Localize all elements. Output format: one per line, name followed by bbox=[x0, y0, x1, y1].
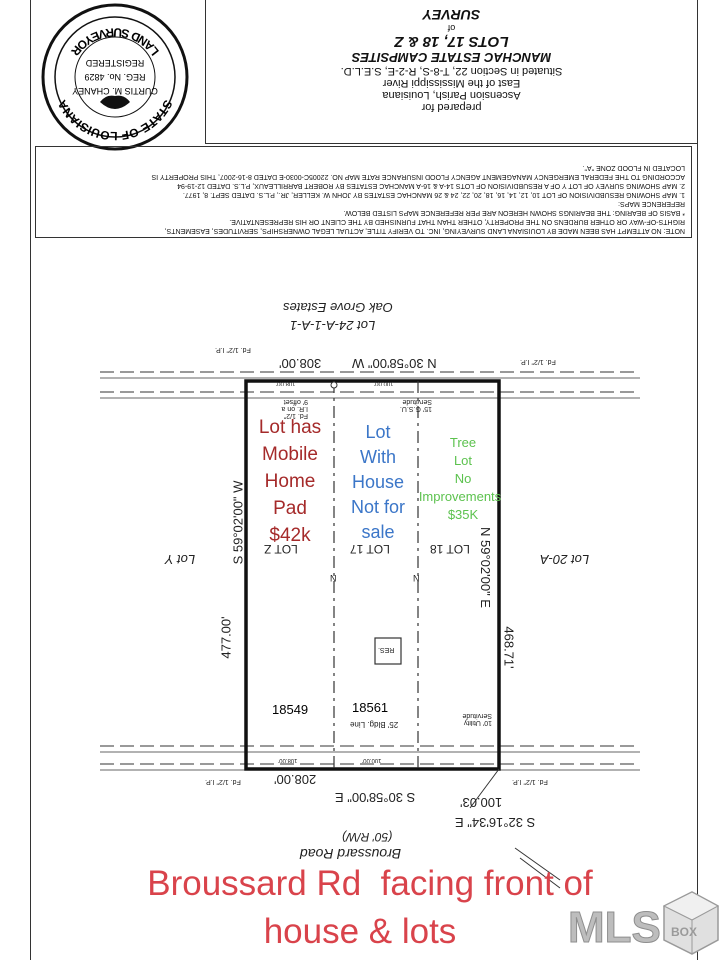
note-line: RIGHTS-OF-WAY OR OTHER BURDENS ON THE PROPERTY, OTHER THAN THAT FURNISHED BY THE CLIENT OR HIS REPRESENTATIVE. bbox=[229, 218, 685, 225]
mlsbox-icon bbox=[568, 884, 720, 960]
north-arrow-1: N bbox=[330, 573, 337, 583]
tree-line: Lot bbox=[453, 453, 473, 468]
house-line: With bbox=[360, 447, 396, 467]
tree-lot-note bbox=[418, 434, 502, 524]
note-line: 2. MAP SHOWING SURVEY OF LOT Y OF A RESUBDIVISION OF LOTS 14-A & 16-A MANCHAC ESTATES BY ROBERT BARRILLEAUX, P.L.S. DATED 12-19-94 bbox=[177, 182, 685, 189]
note-line: REFERENCE MAPS: bbox=[618, 200, 685, 207]
fd-ip-left: Fd. 1/2" I.P. bbox=[215, 346, 251, 353]
right-bearing: N 59°02'00" E bbox=[477, 527, 493, 608]
note-line: NOTE: NO ATTEMPT HAS BEEN MADE BY LOUISIANA LAND SURVEYING, INC. TO VERIFY TITLE, ACTUAL LEGAL OWNERSHIPS, SERVITUDES, EASEMENTS, bbox=[164, 227, 685, 234]
title-prepared: prepared for bbox=[421, 101, 482, 113]
title-section: Situated in Section 22, T-8-S, R-2-E, S.E.L.D. bbox=[340, 65, 563, 77]
right-distance: 468.71' bbox=[501, 626, 517, 669]
top-distance: 308.00' bbox=[279, 356, 322, 371]
seal-arc-top: STATE OF LOUISIANA bbox=[54, 97, 176, 144]
bottom2-bearing: S 32°16'34" E bbox=[455, 815, 536, 830]
note-line: LOCATED IN FLOOD ZONE "A". bbox=[582, 164, 685, 171]
caption-line-1: Broussard Rd facing front of bbox=[147, 864, 593, 903]
house-line: Not for bbox=[350, 497, 406, 517]
utility-servitude: 10' Utility Servitude bbox=[462, 712, 492, 726]
road-rw: (50' R/W) bbox=[342, 830, 393, 844]
seal-arc-bottom: LAND SURVEYOR bbox=[68, 25, 162, 59]
tree-line: No bbox=[454, 471, 472, 486]
tree-line: Improvements bbox=[418, 489, 502, 504]
title-parish: Ascension Parish, Louisiana bbox=[382, 89, 521, 101]
note-line: ACCORDING TO THE FEDERAL EMERGENCY MANAGEMENT AGENCY FLOOD INSURANCE RATE MAP NO. 22005C-0030-E DATED 8-16-2007, THIS PROPERTY IS bbox=[151, 173, 685, 180]
logo-text: MLS bbox=[568, 903, 661, 952]
house-note bbox=[338, 420, 418, 545]
seal-name: CURTIS M. CHANEY bbox=[72, 86, 158, 96]
mobile-line: Mobile bbox=[262, 444, 318, 465]
lot-17-label: LOT 17 bbox=[350, 542, 390, 556]
fd-ip-right: Fd. 1/2" I.P. bbox=[520, 358, 556, 365]
address-18561: 18561 bbox=[352, 700, 389, 715]
mobile-line: $42k bbox=[269, 525, 311, 546]
caption-line-2: house & lots bbox=[263, 912, 457, 951]
title-lots: LOTS 17, 18 & Z bbox=[394, 33, 509, 50]
bottom2-distance: 100.03' bbox=[460, 795, 503, 810]
ip-offset: Fd. 1/2" I.R. on a 9' offset bbox=[281, 398, 308, 419]
lot-z-label: LOT Z bbox=[264, 542, 298, 556]
mobile-line: Lot has bbox=[258, 417, 322, 438]
note-line: 1. MAP SHOWING RESUBDIVISION OF LOT 10, 12, 14, 16, 18, 20, 22, 24 & 26 MANCHAC ESTATES BY JOHN W. KELLER, JR., P.L.S. DATED SEPT. 8, 1977. bbox=[182, 191, 685, 198]
top-seg-100: 100.00' bbox=[374, 380, 394, 386]
fd-ip-bottom-left: Fd. 1/2" I.P. bbox=[205, 778, 241, 785]
lot-y-label: Lot Y bbox=[165, 552, 196, 567]
bottom-bearing: S 30°58'00" E bbox=[335, 790, 416, 805]
bottom-distance: 208.00' bbox=[274, 772, 317, 787]
mobile-line: Pad bbox=[273, 498, 307, 519]
servitude-15: 15' G.S.U. Servitude bbox=[399, 398, 432, 412]
house-line: Lot bbox=[365, 422, 391, 442]
title-of: of bbox=[447, 23, 456, 33]
bottom-seg-100: 100.00' bbox=[362, 757, 382, 763]
note-line: * BASIS OF BEARING: THE BEARINGS SHOWN HEREON ARE PER REFERENCE MAPS LISTED BELOW. bbox=[343, 209, 685, 216]
address-18549: 18549 bbox=[272, 702, 309, 717]
lot-20a-label: Lot 20-A bbox=[540, 552, 590, 567]
mlsbox-logo bbox=[568, 884, 720, 960]
top-neighbor-lot: Lot 24-A-1-A-1 bbox=[290, 318, 376, 333]
tree-line: $35K bbox=[447, 507, 479, 522]
fd-ip-bottom-right: Fd. 1/2" I.P. bbox=[512, 778, 548, 785]
bldg-line-label: 25' Bldg. Line bbox=[350, 720, 399, 729]
bottom-seg-108: 108.00' bbox=[278, 757, 298, 763]
res-label: RES. bbox=[378, 646, 395, 653]
house-line: sale bbox=[361, 522, 395, 542]
top-neighbor-name: Oak Grove Estates bbox=[283, 300, 393, 315]
title-survey: SURVEY bbox=[422, 7, 481, 23]
top-seg-108: 108.00' bbox=[276, 380, 296, 386]
tree-line: Tree bbox=[449, 435, 477, 450]
house-line: House bbox=[351, 472, 405, 492]
title-subdivision: MANCHAC ESTATE CAMPSITES bbox=[351, 50, 552, 65]
left-bearing: S 59°02'00" W bbox=[230, 480, 246, 565]
top-bearing: N 30°58'00" W bbox=[352, 356, 437, 371]
title-river: East of the Mississippi River bbox=[382, 77, 521, 89]
mobile-home-note bbox=[248, 414, 332, 549]
seal-reg: REG. No. 4829 bbox=[84, 72, 146, 82]
left-distance: 477.00' bbox=[218, 616, 234, 659]
road-name: Broussard Road bbox=[300, 846, 402, 862]
north-arrow-2: N bbox=[413, 573, 420, 583]
lot-18-label: LOT 18 bbox=[430, 542, 470, 556]
mobile-line: Home bbox=[264, 471, 316, 492]
seal-status: REGISTERED bbox=[85, 58, 145, 68]
logo-box-text: BOX bbox=[671, 925, 698, 939]
